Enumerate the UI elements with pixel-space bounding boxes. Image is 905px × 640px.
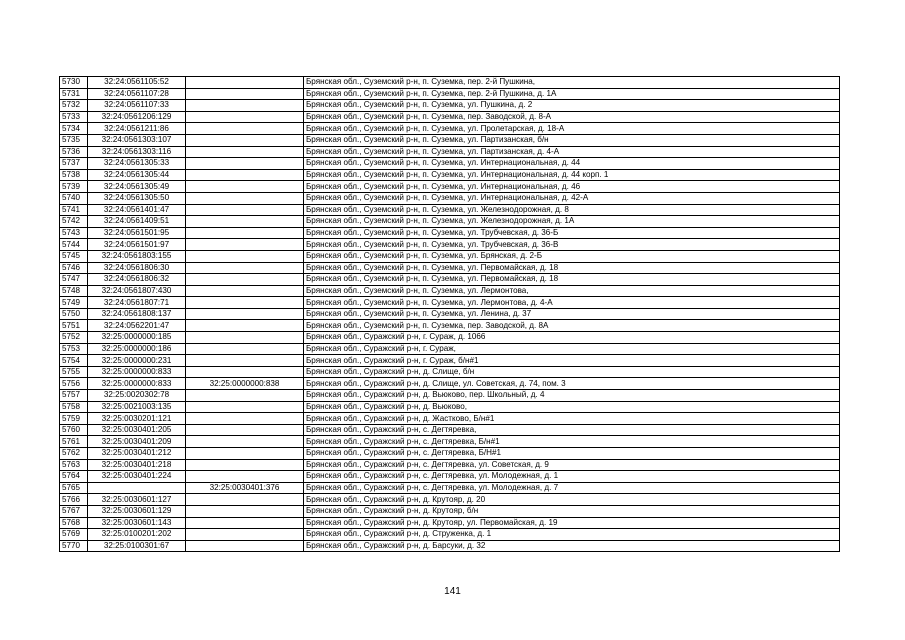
- address-cell: Брянская обл., Суражский р-н, д. Вьюково,: [304, 401, 840, 413]
- table-row: [60, 77, 840, 89]
- table-row: [60, 262, 840, 274]
- secondary-cadastral-number-cell: 32:25:0030401:376: [186, 482, 304, 494]
- cadastral-number-cell: 32:25:0030601:143: [88, 517, 186, 529]
- cadastral-number-cell: 32:24:0561409:51: [88, 216, 186, 228]
- secondary-cadastral-number-cell: [186, 285, 304, 297]
- table-row: [60, 436, 840, 448]
- cadastral-number-cell: 32:24:0561806:30: [88, 262, 186, 274]
- table-row: [60, 355, 840, 367]
- secondary-cadastral-number-cell: [186, 169, 304, 181]
- cadastral-number-cell: 32:24:0561305:49: [88, 181, 186, 193]
- cadastral-number-cell: [88, 482, 186, 494]
- address-cell: Брянская обл., Суземский р-н, п. Суземка, ул. Партизанская, д. 4-А: [304, 146, 840, 158]
- address-cell: Брянская обл., Суземский р-н, п. Суземка, ул. Интернациональная, д. 44 корп. 1: [304, 169, 840, 181]
- table-row: [60, 227, 840, 239]
- row-number-cell: 5737: [60, 158, 88, 170]
- table-row: [60, 274, 840, 286]
- table-row: [60, 134, 840, 146]
- row-number-cell: 5732: [60, 100, 88, 112]
- secondary-cadastral-number-cell: [186, 424, 304, 436]
- secondary-cadastral-number-cell: [186, 413, 304, 425]
- row-number-cell: 5752: [60, 332, 88, 344]
- row-number-cell: 5751: [60, 320, 88, 332]
- secondary-cadastral-number-cell: [186, 88, 304, 100]
- cadastral-number-cell: 32:25:0100301:67: [88, 540, 186, 552]
- secondary-cadastral-number-cell: [186, 517, 304, 529]
- table-row: [60, 517, 840, 529]
- secondary-cadastral-number-cell: [186, 192, 304, 204]
- secondary-cadastral-number-cell: [186, 274, 304, 286]
- cadastral-number-cell: 32:24:0561807:430: [88, 285, 186, 297]
- secondary-cadastral-number-cell: [186, 459, 304, 471]
- cadastral-number-cell: 32:25:0100201:202: [88, 529, 186, 541]
- table-row: [60, 505, 840, 517]
- table-row: [60, 529, 840, 541]
- secondary-cadastral-number-cell: [186, 146, 304, 158]
- table-row: [60, 146, 840, 158]
- row-number-cell: 5747: [60, 274, 88, 286]
- cadastral-number-cell: 32:24:0561808:137: [88, 308, 186, 320]
- cadastral-number-cell: 32:25:0000000:231: [88, 355, 186, 367]
- table-row: [60, 494, 840, 506]
- address-cell: Брянская обл., Суземский р-н, п. Суземка, ул. Трубчевская, д. 36-Б: [304, 227, 840, 239]
- cadastral-number-cell: 32:24:0561303:116: [88, 146, 186, 158]
- row-number-cell: 5731: [60, 88, 88, 100]
- secondary-cadastral-number-cell: [186, 308, 304, 320]
- table-row: [60, 413, 840, 425]
- row-number-cell: 5735: [60, 134, 88, 146]
- address-cell: Брянская обл., Суземский р-н, п. Суземка, ул. Железнодорожная, д. 8: [304, 204, 840, 216]
- cadastral-number-cell: 32:24:0561305:44: [88, 169, 186, 181]
- row-number-cell: 5762: [60, 448, 88, 460]
- table-row: [60, 378, 840, 390]
- address-cell: Брянская обл., Суземский р-н, п. Суземка, ул. Пушкина, д. 2: [304, 100, 840, 112]
- table-row: [60, 424, 840, 436]
- secondary-cadastral-number-cell: [186, 540, 304, 552]
- secondary-cadastral-number-cell: [186, 471, 304, 483]
- row-number-cell: 5757: [60, 390, 88, 402]
- address-cell: Брянская обл., Суземский р-н, п. Суземка, ул. Интернациональная, д. 44: [304, 158, 840, 170]
- secondary-cadastral-number-cell: [186, 111, 304, 123]
- row-number-cell: 5766: [60, 494, 88, 506]
- row-number-cell: 5733: [60, 111, 88, 123]
- row-number-cell: 5740: [60, 192, 88, 204]
- row-number-cell: 5746: [60, 262, 88, 274]
- secondary-cadastral-number-cell: [186, 494, 304, 506]
- address-cell: Брянская обл., Суземский р-н, п. Суземка, ул. Ленина, д. 37: [304, 308, 840, 320]
- secondary-cadastral-number-cell: [186, 401, 304, 413]
- secondary-cadastral-number-cell: [186, 355, 304, 367]
- table-row: [60, 181, 840, 193]
- table-row: [60, 239, 840, 251]
- row-number-cell: 5765: [60, 482, 88, 494]
- cadastral-number-cell: 32:25:0030401:218: [88, 459, 186, 471]
- cadastral-number-cell: 32:24:0561501:95: [88, 227, 186, 239]
- row-number-cell: 5734: [60, 123, 88, 135]
- cadastral-number-cell: 32:25:0021003:135: [88, 401, 186, 413]
- secondary-cadastral-number-cell: [186, 181, 304, 193]
- secondary-cadastral-number-cell: [186, 366, 304, 378]
- address-cell: Брянская обл., Суражский р-н, с. Дегтяревка, ул. Молодежная, д. 1: [304, 471, 840, 483]
- row-number-cell: 5768: [60, 517, 88, 529]
- address-cell: Брянская обл., Суземский р-н, п. Суземка, ул. Партизанская, б/н: [304, 134, 840, 146]
- address-cell: Брянская обл., Суражский р-н, г. Сураж, д. 1066: [304, 332, 840, 344]
- row-number-cell: 5730: [60, 77, 88, 89]
- address-cell: Брянская обл., Суземский р-н, п. Суземка, ул. Пролетарская, д. 18-А: [304, 123, 840, 135]
- table-row: [60, 459, 840, 471]
- table-row: [60, 390, 840, 402]
- address-cell: Брянская обл., Суземский р-н, п. Суземка, пер. 2-й Пушкина, д. 1А: [304, 88, 840, 100]
- row-number-cell: 5736: [60, 146, 88, 158]
- address-cell: Брянская обл., Суземский р-н, п. Суземка, ул. Первомайская, д. 18: [304, 262, 840, 274]
- address-cell: Брянская обл., Суземский р-н, п. Суземка, пер. 2-й Пушкина,: [304, 77, 840, 89]
- secondary-cadastral-number-cell: [186, 158, 304, 170]
- row-number-cell: 5763: [60, 459, 88, 471]
- address-cell: Брянская обл., Суражский р-н, д. Слище, б/н: [304, 366, 840, 378]
- address-cell: Брянская обл., Суземский р-н, п. Суземка, ул. Трубчевская, д. 36-В: [304, 239, 840, 251]
- table-row: [60, 308, 840, 320]
- address-cell: Брянская обл., Суражский р-н, с. Дегтяревка, Б/Н#1: [304, 448, 840, 460]
- cadastral-number-cell: 32:24:0561807:71: [88, 297, 186, 309]
- table-body: [60, 77, 840, 552]
- secondary-cadastral-number-cell: [186, 123, 304, 135]
- address-cell: Брянская обл., Суземский р-н, п. Суземка, ул. Интернациональная, д. 46: [304, 181, 840, 193]
- secondary-cadastral-number-cell: [186, 134, 304, 146]
- address-cell: Брянская обл., Суражский р-н, д. Струженка, д. 1: [304, 529, 840, 541]
- secondary-cadastral-number-cell: 32:25:0000000:838: [186, 378, 304, 390]
- secondary-cadastral-number-cell: [186, 529, 304, 541]
- cadastral-number-cell: 32:24:0561107:28: [88, 88, 186, 100]
- cadastral-number-cell: 32:25:0030401:212: [88, 448, 186, 460]
- cadastral-number-cell: 32:24:0561305:50: [88, 192, 186, 204]
- address-cell: Брянская обл., Суражский р-н, с. Дегтяревка, Б/н#1: [304, 436, 840, 448]
- address-cell: Брянская обл., Суражский р-н, д. Слище, ул. Советская, д. 74, пом. 3: [304, 378, 840, 390]
- table-row: [60, 366, 840, 378]
- address-cell: Брянская обл., Суземский р-н, п. Суземка, ул. Железнодорожная, д. 1А: [304, 216, 840, 228]
- cadastral-number-cell: 32:24:0561211:86: [88, 123, 186, 135]
- secondary-cadastral-number-cell: [186, 250, 304, 262]
- row-number-cell: 5742: [60, 216, 88, 228]
- table-row: [60, 285, 840, 297]
- cadastral-number-cell: 32:25:0030401:205: [88, 424, 186, 436]
- secondary-cadastral-number-cell: [186, 239, 304, 251]
- address-cell: Брянская обл., Суземский р-н, п. Суземка, ул. Лермонтова,: [304, 285, 840, 297]
- address-cell: Брянская обл., Суражский р-н, г. Сураж, б/н#1: [304, 355, 840, 367]
- table-row: [60, 401, 840, 413]
- table-row: [60, 332, 840, 344]
- page-number: 141: [444, 586, 461, 597]
- address-cell: Брянская обл., Суражский р-н, д. Барсуки, д. 32: [304, 540, 840, 552]
- address-cell: Брянская обл., Суражский р-н, д. Вьюково, пер. Школьный, д. 4: [304, 390, 840, 402]
- cadastral-number-cell: 32:25:0030401:209: [88, 436, 186, 448]
- cadastral-number-cell: 32:25:0030601:129: [88, 505, 186, 517]
- table-row: [60, 192, 840, 204]
- address-cell: Брянская обл., Суземский р-н, п. Суземка, ул. Брянская, д. 2-Б: [304, 250, 840, 262]
- address-cell: Брянская обл., Суземский р-н, п. Суземка, ул. Первомайская, д. 18: [304, 274, 840, 286]
- row-number-cell: 5760: [60, 424, 88, 436]
- cadastral-number-cell: 32:24:0561303:107: [88, 134, 186, 146]
- cadastral-number-cell: 32:24:0561206:129: [88, 111, 186, 123]
- secondary-cadastral-number-cell: [186, 77, 304, 89]
- row-number-cell: 5753: [60, 343, 88, 355]
- address-cell: Брянская обл., Суражский р-н, д. Крутояр, ул. Первомайская, д. 19: [304, 517, 840, 529]
- table-row: [60, 540, 840, 552]
- cadastral-number-cell: 32:25:0000000:186: [88, 343, 186, 355]
- row-number-cell: 5750: [60, 308, 88, 320]
- cadastral-number-cell: 32:24:0561105:52: [88, 77, 186, 89]
- table-row: [60, 111, 840, 123]
- table-row: [60, 297, 840, 309]
- address-cell: Брянская обл., Суражский р-н, д. Крутояр, б/н: [304, 505, 840, 517]
- table-row: [60, 448, 840, 460]
- table-row: [60, 320, 840, 332]
- table-row: [60, 216, 840, 228]
- address-cell: Брянская обл., Суражский р-н, с. Дегтяревка,: [304, 424, 840, 436]
- address-cell: Брянская обл., Суземский р-н, п. Суземка, пер. Заводской, д. 8А: [304, 320, 840, 332]
- secondary-cadastral-number-cell: [186, 262, 304, 274]
- row-number-cell: 5738: [60, 169, 88, 181]
- cadastral-number-cell: 32:24:0561501:97: [88, 239, 186, 251]
- address-cell: Брянская обл., Суземский р-н, п. Суземка, ул. Интернациональная, д. 42-А: [304, 192, 840, 204]
- cadastral-number-cell: 32:25:0030201:121: [88, 413, 186, 425]
- row-number-cell: 5758: [60, 401, 88, 413]
- address-cell: Брянская обл., Суземский р-н, п. Суземка, пер. Заводской, д. 8-А: [304, 111, 840, 123]
- cadastral-number-cell: 32:24:0561806:32: [88, 274, 186, 286]
- table-row: [60, 204, 840, 216]
- cadastral-number-cell: 32:25:0030601:127: [88, 494, 186, 506]
- cadastral-number-cell: 32:24:0561305:33: [88, 158, 186, 170]
- cadastral-number-cell: 32:24:0561803:155: [88, 250, 186, 262]
- row-number-cell: 5769: [60, 529, 88, 541]
- secondary-cadastral-number-cell: [186, 505, 304, 517]
- table-row: [60, 482, 840, 494]
- row-number-cell: 5767: [60, 505, 88, 517]
- address-cell: Брянская обл., Суражский р-н, с. Дегтяревка, ул. Молодежная, д. 7: [304, 482, 840, 494]
- table-row: [60, 88, 840, 100]
- table-row: [60, 100, 840, 112]
- row-number-cell: 5756: [60, 378, 88, 390]
- address-cell: Брянская обл., Суражский р-н, д. Крутояр, д. 20: [304, 494, 840, 506]
- secondary-cadastral-number-cell: [186, 204, 304, 216]
- row-number-cell: 5743: [60, 227, 88, 239]
- row-number-cell: 5745: [60, 250, 88, 262]
- secondary-cadastral-number-cell: [186, 343, 304, 355]
- row-number-cell: 5755: [60, 366, 88, 378]
- row-number-cell: 5764: [60, 471, 88, 483]
- address-cell: Брянская обл., Суражский р-н, с. Дегтяревка, ул. Советская, д. 9: [304, 459, 840, 471]
- cadastral-number-cell: 32:25:0020302:78: [88, 390, 186, 402]
- property-table: [59, 76, 840, 552]
- row-number-cell: 5761: [60, 436, 88, 448]
- table-row: [60, 250, 840, 262]
- cadastral-number-cell: 32:25:0030401:224: [88, 471, 186, 483]
- row-number-cell: 5741: [60, 204, 88, 216]
- row-number-cell: 5748: [60, 285, 88, 297]
- table-row: [60, 158, 840, 170]
- secondary-cadastral-number-cell: [186, 297, 304, 309]
- secondary-cadastral-number-cell: [186, 448, 304, 460]
- row-number-cell: 5739: [60, 181, 88, 193]
- table-row: [60, 123, 840, 135]
- cadastral-number-cell: 32:24:0561401:47: [88, 204, 186, 216]
- cadastral-number-cell: 32:25:0000000:185: [88, 332, 186, 344]
- row-number-cell: 5749: [60, 297, 88, 309]
- secondary-cadastral-number-cell: [186, 332, 304, 344]
- row-number-cell: 5759: [60, 413, 88, 425]
- secondary-cadastral-number-cell: [186, 216, 304, 228]
- cadastral-number-cell: 32:24:0562201:47: [88, 320, 186, 332]
- secondary-cadastral-number-cell: [186, 227, 304, 239]
- secondary-cadastral-number-cell: [186, 100, 304, 112]
- address-cell: Брянская обл., Суземский р-н, п. Суземка, ул. Лермонтова, д. 4-А: [304, 297, 840, 309]
- cadastral-number-cell: 32:24:0561107:33: [88, 100, 186, 112]
- row-number-cell: 5770: [60, 540, 88, 552]
- table-row: [60, 471, 840, 483]
- address-cell: Брянская обл., Суражский р-н, д. Жастково, Б/н#1: [304, 413, 840, 425]
- cadastral-number-cell: 32:25:0000000:833: [88, 378, 186, 390]
- table-row: [60, 343, 840, 355]
- secondary-cadastral-number-cell: [186, 436, 304, 448]
- address-cell: Брянская обл., Суражский р-н, г. Сураж,: [304, 343, 840, 355]
- secondary-cadastral-number-cell: [186, 390, 304, 402]
- secondary-cadastral-number-cell: [186, 320, 304, 332]
- row-number-cell: 5754: [60, 355, 88, 367]
- cadastral-number-cell: 32:25:0000000:833: [88, 366, 186, 378]
- table-row: [60, 169, 840, 181]
- row-number-cell: 5744: [60, 239, 88, 251]
